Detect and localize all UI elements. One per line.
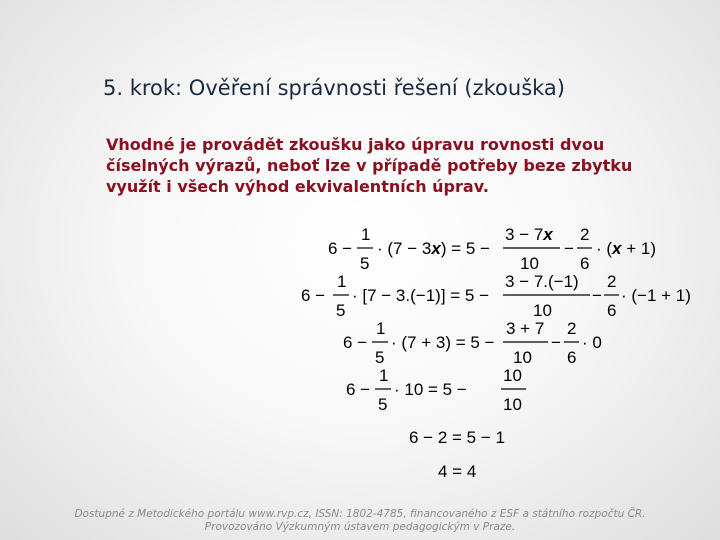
- footer-line-1: Dostupné z Metodického portálu www.rvp.cz, ISSN: 1802-4785, financovaného z ESF a státního rozpočtu ČR.: [74, 508, 646, 520]
- row4-lhs-start: 6 −: [346, 380, 371, 399]
- equation-row-1: [328, 225, 656, 273]
- equation-row-4: [346, 366, 526, 414]
- equation-row-2: [301, 272, 691, 320]
- row2-minus: −: [592, 286, 602, 305]
- row2-frac3-den: 6: [607, 301, 617, 320]
- row4-frac1-den: 5: [378, 395, 388, 414]
- row1-middle: · (7 − 3x) = 5 −: [377, 239, 490, 258]
- row1-frac2-num: 3 − 7x: [505, 225, 553, 244]
- row2-frac2-den: 10: [533, 301, 552, 320]
- equation-row-3: [343, 319, 602, 367]
- row1-minus: −: [564, 239, 574, 258]
- row1-lhs-start: 6 −: [328, 239, 353, 258]
- row1-frac3-num: 2: [580, 225, 590, 244]
- row2-frac3-num: 2: [607, 272, 617, 291]
- equation-row-6: 4 = 4: [438, 462, 477, 481]
- footer-line-2: Provozováno Výzkumným ústavem pedagogickým v Praze.: [204, 521, 516, 533]
- equation-row-5: 6 − 2 = 5 − 1: [409, 428, 505, 447]
- row3-end: · 0: [582, 333, 602, 352]
- row2-end: · (−1 + 1): [621, 286, 691, 305]
- row3-frac3-den: 6: [567, 348, 577, 367]
- row4-middle: · 10 = 5 −: [394, 380, 467, 399]
- row2-middle: · [7 − 3.(−1)] = 5 −: [352, 286, 490, 305]
- row3-lhs-start: 6 −: [343, 333, 368, 352]
- row3-minus: −: [551, 333, 561, 352]
- row4-frac2-num: 10: [503, 366, 522, 385]
- intro-line-2: číselných výrazů, neboť lze v případě potřeby beze zbytku: [106, 156, 633, 175]
- row4-frac1-num: 1: [379, 366, 389, 385]
- row3-frac2-num: 3 + 7: [506, 319, 545, 338]
- row4-frac2-den: 10: [503, 395, 522, 414]
- row2-frac2-num: 3 − 7.(−1): [505, 272, 579, 291]
- footer-credits: [0, 508, 720, 534]
- row3-frac3-num: 2: [567, 319, 577, 338]
- row3-frac1-num: 1: [376, 319, 386, 338]
- row3-frac1-den: 5: [375, 348, 385, 367]
- intro-line-1: Vhodné je provádět zkoušku jako úpravu rovnosti dvou: [106, 135, 605, 154]
- row2-frac1-den: 5: [336, 301, 346, 320]
- row1-frac3-den: 6: [580, 254, 590, 273]
- row1-frac1-num: 1: [361, 225, 371, 244]
- row3-frac2-den: 10: [513, 348, 532, 367]
- row1-frac2-den: 10: [520, 254, 539, 273]
- row1-end: · (x + 1): [596, 239, 657, 258]
- slide-title: 5. krok: Ověření správnosti řešení (zkouška): [103, 76, 565, 100]
- row2-frac1-num: 1: [337, 272, 347, 291]
- row2-lhs-start: 6 −: [301, 286, 326, 305]
- row3-middle: · (7 + 3) = 5 −: [391, 333, 495, 352]
- intro-line-3: využít i všech výhod ekvivalentních úprav.: [106, 177, 489, 196]
- row1-frac1-den: 5: [360, 254, 370, 273]
